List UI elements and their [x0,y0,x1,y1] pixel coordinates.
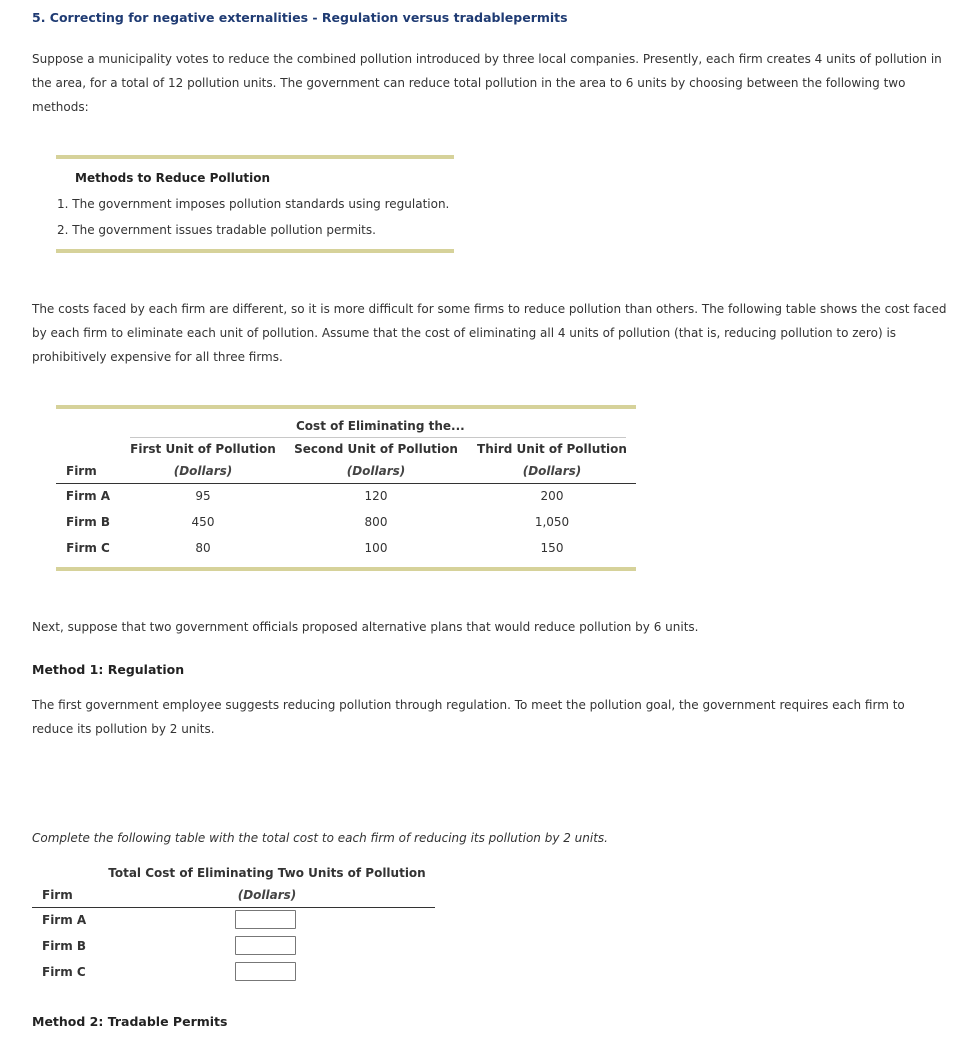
regulation-col-header: Total Cost of Eliminating Two Units of Pollution [108,866,426,880]
firm-c-total-cost-input[interactable] [235,962,296,981]
method-list-item-2: 2. The government issues tradable pollution permits. [57,223,376,237]
method1-instruction: Complete the following table with the total cost to each firm of reducing its pollution by 2 units. [32,831,608,845]
cost-table-bottom-rule [56,567,636,571]
firm-a-total-cost-input[interactable] [235,910,296,929]
regulation-row-firm-b: Firm B [42,939,87,953]
col-unit-first: (Dollars) [173,464,233,478]
regulation-table-header-line [32,907,435,908]
col-header-third-unit: Third Unit of Pollution [477,442,627,456]
cost-cell-a-first: 95 [195,489,211,503]
regulation-firm-header: Firm [42,888,73,902]
regulation-row-firm-a: Firm A [42,913,87,927]
cost-cell-b-first: 450 [191,515,215,529]
col-unit-second: (Dollars) [346,464,406,478]
cost-cell-c-first: 80 [195,541,211,555]
next-paragraph: Next, suppose that two government officials proposed alternative plans that would reduce pollution by 6 units. [32,620,699,634]
cost-row-firm-b: Firm B [65,515,111,529]
regulation-row-firm-c: Firm C [42,965,86,979]
question-title: 5. Correcting for negative externalities - Regulation versus tradablepermits [32,10,568,25]
cost-table-firm-header: Firm [66,464,97,478]
cost-row-firm-a: Firm A [65,489,111,503]
costs-paragraph: The costs faced by each firm are different, so it is more difficult for some firms to reduce pollution than others. The following table shows the cost faced by each firm to eliminate each unit of pollution. Assume that the cost of eliminating all 4 units of pollution (that is, reducing pollution to zero) is prohibitively expensive for all three firms. [32,302,947,364]
regulation-col-unit: (Dollars) [237,888,297,902]
cost-cell-a-third: 200 [540,489,564,503]
methods-box-heading: Methods to Reduce Pollution [75,171,271,185]
firm-b-total-cost-input[interactable] [235,936,296,955]
cost-table-super-header: Cost of Eliminating the... [296,419,465,433]
intro-paragraph: Suppose a municipality votes to reduce the combined pollution introduced by three local companies. Presently, each firm creates 4 units of pollution in the area, for a total of 12 pollution units. The government can reduce total pollution in the area to 6 units by choosing between the following two methods: [32,52,942,114]
cost-row-firm-c: Firm C [66,541,110,555]
cost-table-top-rule [56,405,636,409]
method1-heading: Method 1: Regulation [32,662,185,677]
cost-cell-c-second: 100 [364,541,388,555]
cost-cell-c-third: 150 [540,541,564,555]
method-list-item-1: 1. The government imposes pollution standards using regulation. [57,197,450,211]
methods-box-top-rule [56,155,454,159]
cost-cell-b-second: 800 [364,515,388,529]
cost-cell-a-second: 120 [364,489,388,503]
col-header-second-unit: Second Unit of Pollution [294,442,458,456]
method1-paragraph: The first government employee suggests reducing pollution through regulation. To meet the pollution goal, the government requires each firm to reduce its pollution by 2 units. [32,698,905,736]
col-header-first-unit: First Unit of Pollution [130,442,276,456]
method2-heading: Method 2: Tradable Permits [32,1014,228,1029]
cost-table-super-underline [130,437,626,438]
methods-box-bottom-rule [56,249,454,253]
col-unit-third: (Dollars) [522,464,582,478]
cost-table-header-line [56,483,636,484]
cost-cell-b-third: 1,050 [534,515,570,529]
